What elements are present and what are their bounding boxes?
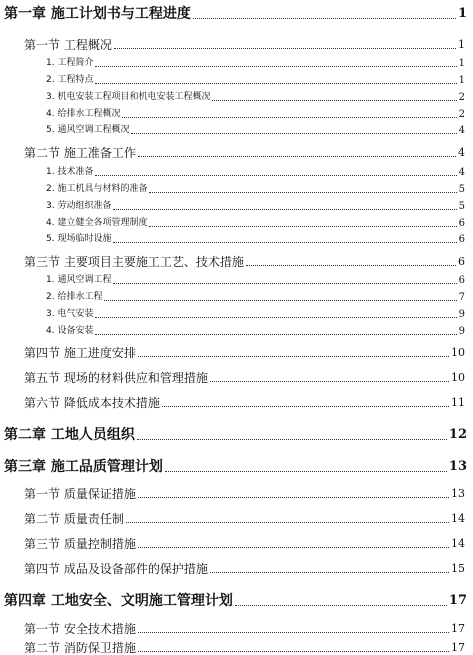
toc-section[interactable] [24, 561, 465, 576]
toc-section[interactable] [24, 345, 465, 360]
toc-chapter[interactable] [4, 4, 467, 22]
toc-entry-page: 9 [458, 326, 465, 337]
toc-entry-page: 5 [458, 201, 465, 212]
toc-chapter[interactable] [4, 591, 467, 609]
dot-leader [113, 242, 456, 243]
dot-leader [113, 283, 456, 284]
toc-item[interactable] [46, 108, 465, 120]
toc-item[interactable] [46, 57, 465, 69]
dot-leader [212, 100, 456, 101]
dot-leader [114, 48, 456, 49]
dot-leader [246, 265, 456, 266]
toc-entry-title: 第四节 成品及设备部件的保护措施 [24, 562, 208, 576]
dot-leader [165, 471, 447, 472]
dot-leader [138, 356, 449, 357]
toc-section[interactable] [24, 145, 465, 160]
dot-leader [95, 175, 456, 176]
toc-entry-title: 第一节 质量保证措施 [24, 487, 136, 501]
toc-section[interactable] [24, 395, 465, 410]
toc-entry-title: 第一节 工程概况 [24, 38, 112, 52]
toc-chapter[interactable] [4, 457, 467, 475]
dot-leader [131, 133, 456, 134]
toc-entry-page: 2 [458, 109, 465, 120]
toc-entry-page: 1 [458, 38, 465, 51]
toc-item[interactable] [46, 200, 465, 212]
toc-entry-page: 1 [457, 6, 467, 21]
dot-leader [138, 497, 449, 498]
toc-entry-page: 4 [458, 146, 465, 159]
toc-entry-title: 1. 通风空调工程 [46, 275, 112, 285]
dot-leader [162, 406, 449, 407]
dot-leader [122, 117, 456, 118]
toc-entry-page: 10 [451, 371, 465, 384]
toc-entry-title: 第二章 工地人员组织 [4, 427, 135, 443]
toc-item[interactable] [46, 325, 465, 337]
toc-entry-page: 13 [451, 487, 465, 500]
toc-entry-title: 第六节 降低成本技术措施 [24, 396, 160, 410]
toc-entry-page: 5 [458, 184, 465, 195]
toc-entry-page: 11 [451, 396, 465, 409]
dot-leader [104, 300, 456, 301]
toc-entry-page: 17 [448, 593, 467, 608]
toc-item[interactable] [46, 166, 465, 178]
toc-section[interactable] [24, 37, 465, 52]
toc-entry-title: 4. 给排水工程概况 [46, 109, 121, 119]
toc-entry-page: 1 [458, 75, 465, 86]
dot-leader [138, 156, 456, 157]
toc-entry-title: 第一节 安全技术措施 [24, 622, 136, 636]
toc-entry-title: 3. 劳动组织准备 [46, 201, 112, 211]
toc-entry-page: 10 [451, 346, 465, 359]
toc-entry-title: 2. 工程特点 [46, 75, 94, 85]
toc-entry-page: 6 [458, 234, 465, 245]
toc-entry-title: 第二节 施工准备工作 [24, 146, 136, 160]
toc-entry-title: 第四章 工地安全、文明施工管理计划 [4, 593, 233, 609]
toc-entry-title: 第二节 消防保卫措施 [24, 641, 136, 655]
toc-entry-title: 第二节 质量责任制 [24, 512, 124, 526]
toc-entry-title: 第四节 施工进度安排 [24, 346, 136, 360]
dot-leader [210, 381, 449, 382]
toc-entry-page: 12 [448, 427, 467, 442]
toc-section[interactable] [24, 486, 465, 501]
toc-entry-page: 17 [451, 622, 465, 635]
toc-item[interactable] [46, 183, 465, 195]
toc-entry-page: 14 [451, 537, 465, 550]
toc-entry-title: 第三节 主要项目主要施工工艺、技术措施 [24, 255, 244, 269]
dot-leader [137, 439, 447, 440]
toc-section[interactable] [24, 254, 465, 269]
toc-entry-page: 6 [458, 275, 465, 286]
toc-entry-title: 第三节 质量控制措施 [24, 537, 136, 551]
toc-entry-page: 15 [451, 562, 465, 575]
toc-entry-title: 2. 给排水工程 [46, 292, 103, 302]
dot-leader [95, 83, 456, 84]
dot-leader [95, 66, 456, 67]
toc-entry-title: 5. 通风空调工程概况 [46, 125, 130, 135]
toc-entry-title: 第一章 施工计划书与工程进度 [4, 6, 191, 22]
dot-leader [193, 18, 456, 19]
toc-item[interactable] [46, 124, 465, 136]
toc-entry-title: 第五节 现场的材料供应和管理措施 [24, 371, 208, 385]
toc-entry-title: 3. 电气安装 [46, 309, 94, 319]
toc-item[interactable] [46, 91, 465, 103]
toc-entry-page: 6 [458, 255, 465, 268]
dot-leader [210, 572, 449, 573]
dot-leader [235, 605, 447, 606]
toc-entry-page: 4 [458, 167, 465, 178]
toc-chapter[interactable] [4, 425, 467, 443]
dot-leader [149, 226, 456, 227]
dot-leader [138, 651, 449, 652]
toc-entry-page: 2 [458, 92, 465, 103]
toc-entry-title: 4. 建立健全各项管理制度 [46, 218, 148, 228]
dot-leader [138, 547, 449, 548]
toc-entry-page: 6 [458, 218, 465, 229]
toc-item[interactable] [46, 217, 465, 229]
toc-item[interactable] [46, 308, 465, 320]
dot-leader [126, 522, 449, 523]
toc-entry-page: 14 [451, 512, 465, 525]
toc-entry-title: 3. 机电安装工程项目和机电安装工程概况 [46, 92, 211, 102]
toc-entry-title: 1. 工程简介 [46, 58, 94, 68]
toc-entry-page: 1 [458, 58, 465, 69]
toc-section[interactable] [24, 536, 465, 551]
toc-item[interactable] [46, 74, 465, 86]
toc-section[interactable] [24, 511, 465, 526]
toc-item[interactable] [46, 233, 465, 245]
toc-section[interactable] [24, 640, 465, 655]
toc-item[interactable] [46, 291, 465, 303]
dot-leader [149, 192, 456, 193]
dot-leader [95, 317, 456, 318]
toc-entry-title: 1. 技术准备 [46, 167, 94, 177]
dot-leader [113, 209, 456, 210]
toc-entry-page: 13 [448, 459, 467, 474]
toc-entry-page: 7 [458, 292, 465, 303]
toc-item[interactable] [46, 274, 465, 286]
toc-entry-page: 9 [458, 309, 465, 320]
toc-section[interactable] [24, 621, 465, 636]
dot-leader [138, 632, 449, 633]
dot-leader [95, 334, 456, 335]
toc-entry-page: 17 [451, 641, 465, 654]
toc-entry-title: 4. 设备安装 [46, 326, 94, 336]
toc-entry-title: 第三章 施工品质管理计划 [4, 459, 163, 475]
toc-entry-title: 2. 施工机具与材料的准备 [46, 184, 148, 194]
toc-entry-page: 4 [458, 125, 465, 136]
toc-section[interactable] [24, 370, 465, 385]
toc-entry-title: 5. 现场临时设施 [46, 234, 112, 244]
